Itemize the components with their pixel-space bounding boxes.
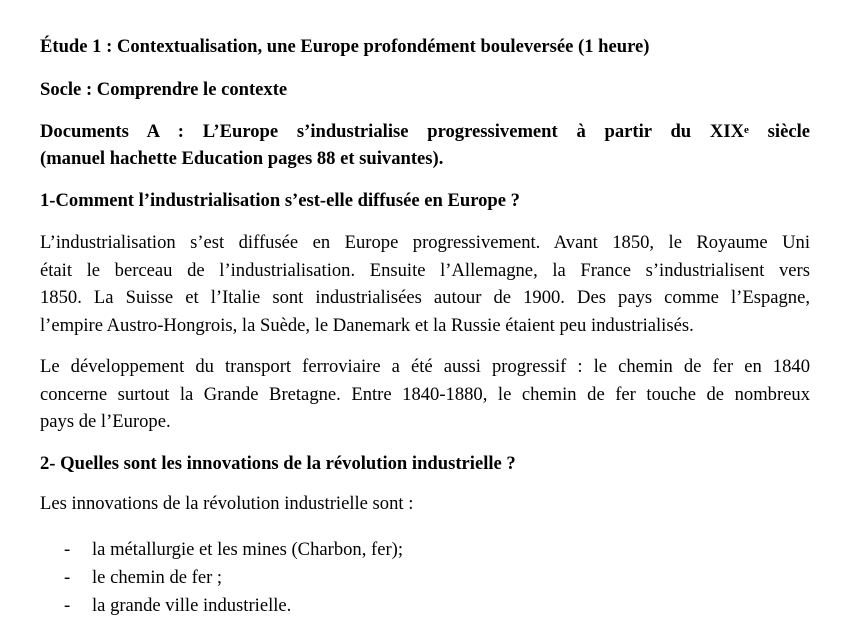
bullet-dash: - (64, 567, 71, 588)
list-item-text: le chemin de fer ; (92, 567, 223, 588)
question-1-heading: 1-Comment l’industrialisation s’est-elle diffusée en Europe ? (40, 190, 520, 211)
paragraph-industrialisation (40, 229, 810, 339)
bullet-dash: - (64, 539, 71, 560)
documents-heading-line-1 (40, 118, 810, 146)
paragraph-line: était le berceau de l’industrialisation. Ensuite l’Allemagne, la France s’industrialisent vers (40, 259, 810, 281)
paragraph-line: concerne surtout la Grande Bretagne. Entre 1840-1880, le chemin de fer touche de nombreux (40, 383, 810, 405)
paragraph-line: pays de l’Europe. (40, 411, 171, 433)
documents-heading-superscript: e (744, 124, 749, 136)
innovations-intro: Les innovations de la révolution industrielle sont : (40, 493, 414, 514)
documents-heading-suffix: siècle (748, 121, 810, 142)
document-title: Étude 1 : Contextualisation, une Europe profondément bouleversée (1 heure) (40, 36, 650, 57)
paragraph-line: L’industrialisation s’est diffusée en Europe progressivement. Avant 1850, le Royaume Uni (40, 232, 810, 253)
list-item-text: la métallurgie et les mines (Charbon, fer); (92, 539, 404, 560)
paragraph-line: 1850. La Suisse et l’Italie sont industrialisées autour de 1900. Des pays comme l’Espagne, (40, 287, 810, 309)
paragraph-line: l’empire Austro-Hongrois, la Suède, le Danemark et la Russie étaient peu industrialisés. (40, 314, 694, 336)
paragraph-transport (40, 353, 810, 436)
documents-heading-line-2: (manuel hachette Education pages 88 et suivantes). (40, 148, 444, 169)
documents-heading-prefix: Documents A : L’Europe s’industrialise progressivement à partir du XIX (40, 121, 745, 142)
question-2-heading: 2- Quelles sont les innovations de la révolution industrielle ? (40, 453, 516, 474)
list-item-text: la grande ville industrielle. (92, 595, 292, 616)
socle-heading: Socle : Comprendre le contexte (40, 79, 288, 100)
bullet-dash: - (64, 595, 71, 616)
paragraph-line: Le développement du transport ferroviaire a été aussi progressif : le chemin de fer en 1840 (40, 356, 810, 377)
